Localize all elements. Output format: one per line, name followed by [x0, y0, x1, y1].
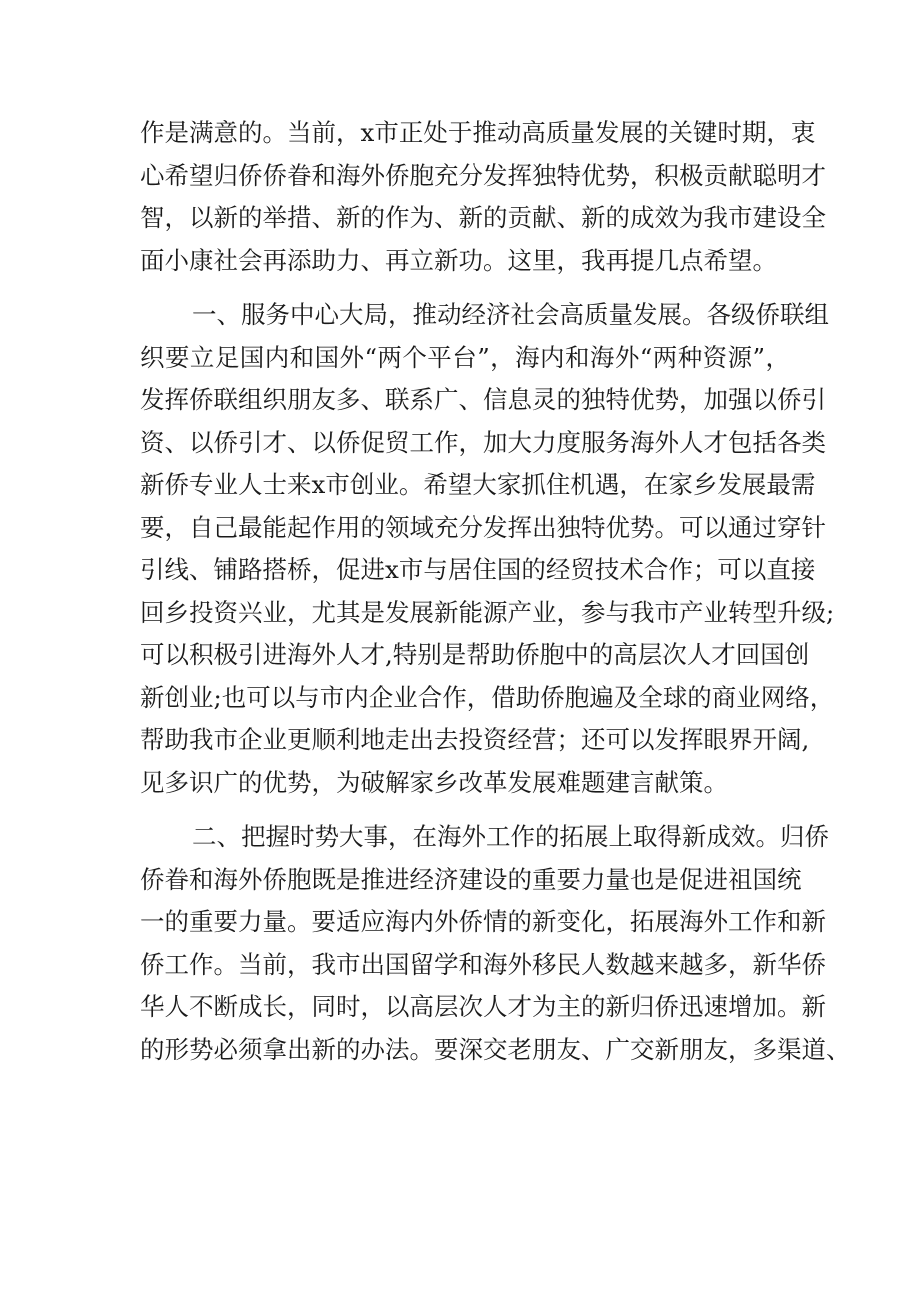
text-line: 可以积极引进海外人才,特别是帮助侨胞中的高层次人才回国创 [140, 640, 810, 669]
text-line: 的形势必须拿出新的办法。要深交老朋友、广交新朋友，多渠道、 [140, 1034, 851, 1064]
text-line: 面小康社会再添助力、再立新功。这里，我再提几点希望。 [140, 245, 777, 275]
text-line: 智，以新的举措、新的作为、新的贡献、新的成效为我市建设全 [140, 203, 826, 232]
paragraph-2 [140, 294, 835, 804]
text-line: 一、服务中心大局，推动经济社会高质量发展。各级侨联组 [192, 300, 829, 329]
paragraph-1 [140, 112, 826, 282]
document-body [140, 112, 851, 1071]
text-line: 心希望归侨侨眷和海外侨胞充分发挥独特优势，积极贡献聪明才 [140, 160, 826, 190]
paragraph-3 [140, 816, 851, 1071]
text-line: 侨工作。当前，我市出国留学和海外移民人数越来越多，新华侨 [140, 949, 826, 979]
text-line: 二、把握时势大事，在海外工作的拓展上取得新成效。归侨 [192, 822, 829, 851]
text-line: 引线、铺路搭桥，促进x市与居住国的经贸技术合作；可以直接 [140, 555, 816, 584]
text-line: 帮助我市企业更顺利地走出去投资经营；还可以发挥眼界开阔, [140, 725, 810, 754]
text-line: 作是满意的。当前，x市正处于推动高质量发展的关键时期，衷 [140, 118, 816, 147]
text-line: 新创业;也可以与市内企业合作，借助侨胞遍及全球的商业网络， [140, 682, 835, 712]
text-line: 回乡投资兴业，尤其是发展新能源产业，参与我市产业转型升级; [140, 597, 835, 627]
text-line: 织要立足国内和国外“两个平台”，海内和海外“两种资源”， [140, 342, 790, 372]
text-line: 见多识广的优势，为破解家乡改革发展难题建言献策。 [140, 767, 728, 797]
text-line: 侨眷和海外侨胞既是推进经济建设的重要力量也是促进祖国统 [140, 864, 802, 894]
text-line: 发挥侨联组织朋友多、联系广、信息灵的独特优势，加强以侨引 [140, 385, 826, 414]
text-line: 资、以侨引才、以侨促贸工作，加大力度服务海外人才包括各类 [140, 427, 826, 457]
text-line: 要，自己最能起作用的领域充分发挥出独特优势。可以通过穿针 [140, 512, 826, 542]
text-line: 一的重要力量。要适应海内外侨情的新变化，拓展海外工作和新 [140, 907, 826, 936]
text-line: 华人不断成长，同时，以高层次人才为主的新归侨迅速增加。新 [140, 992, 826, 1021]
text-line: 新侨专业人士来x市创业。希望大家抓住机遇，在家乡发展最需 [140, 470, 816, 499]
